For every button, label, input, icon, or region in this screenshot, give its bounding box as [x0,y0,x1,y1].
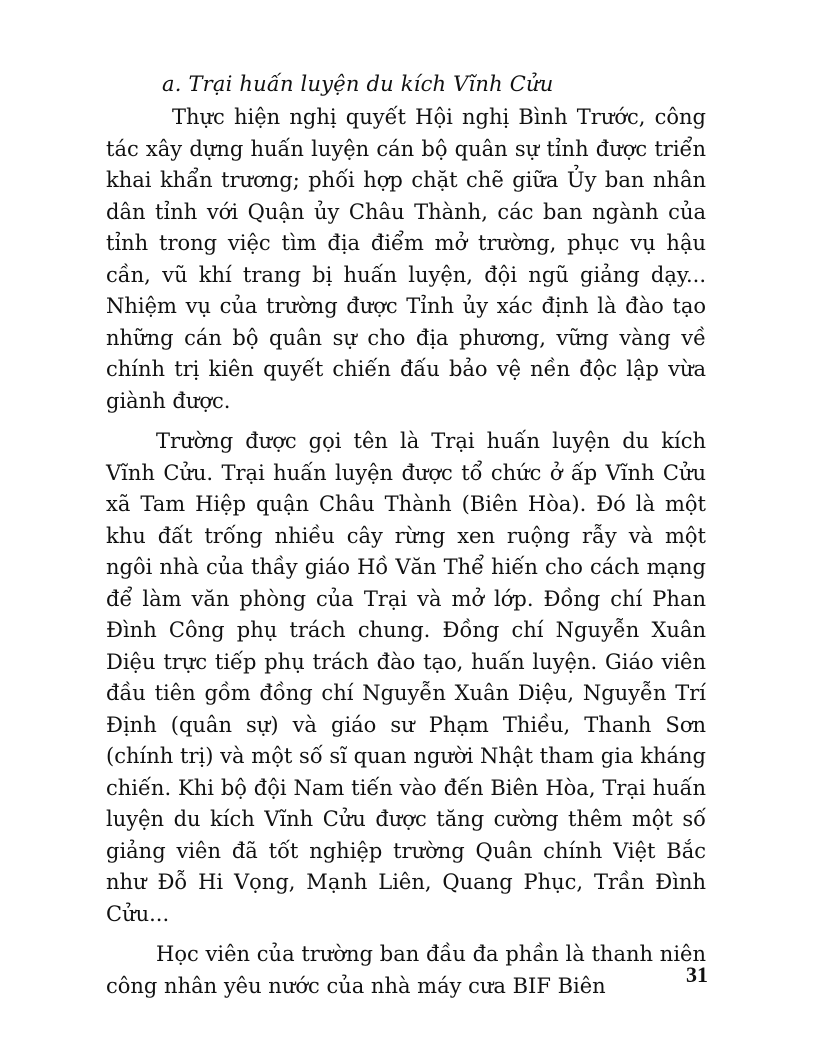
section-heading: a. Trại huấn luyện du kích Vĩnh Cửu [162,72,554,96]
paragraph [106,426,706,930]
paragraph [106,939,706,1002]
page-content [106,68,706,1011]
paragraph-text: Thực hiện nghị quyết Hội nghị Bình Trước, công tác xây dựng huấn luyện cán bộ quân sự tỉnh được triển khai khẩn trương; phối hợp chặt chẽ giữa Ủy ban nhân dân tỉnh với Quận ủy Châu Thành, các ban ngành của tỉnh trong việc tìm địa điểm mở trường, phục vụ hậu cần, vũ khí trang bị huấn luyện, đội ngũ giảng dạy... Nhiệm vụ của trường được Tỉnh ủy xác định là đào tạo những cán bộ quân sự cho địa phương, vững vàng về chính trị kiên quyết chiến đấu bảo vệ nền độc lập vừa giành được. [106,105,706,413]
page-number: 31 [686,962,708,987]
paragraph-text: Trường được gọi tên là Trại huấn luyện du kích Vĩnh Cửu. Trại huấn luyện được tổ chức ở ấp Vĩnh Cửu xã Tam Hiệp quận Châu Thành (Biên Hòa). Đó là một khu đất trống nhiều cây rừng xen ruộng rẫy và một ngôi nhà của thầy giáo Hồ Văn Thể hiến cho cách mạng để làm văn phòng của Trại và mở lớp. Đồng chí Phan Đình Công phụ trách chung. Đồng chí Nguyễn Xuân Diệu trực tiếp phụ trách đào tạo, huấn luyện. Giáo viên đầu tiên gồm đồng chí Nguyễn Xuân Diệu, Nguyễn Trí Định (quân sự) và giáo sư Phạm Thiều, Thanh Sơn (chính trị) và một số sĩ quan người Nhật tham gia kháng chiến. Khi bộ đội Nam tiến vào đến Biên Hòa, Trại huấn luyện du kích Vĩnh Cửu được tăng cường thêm một số giảng viên đã tốt nghiệp trường Quân chính Việt Bắc như Đỗ Hi Vọng, Mạnh Liên, Quang Phục, Trần Đình Cửu... [106,429,706,926]
paragraph-text: Học viên của trường ban đầu đa phần là thanh niên công nhân yêu nước của nhà máy cưa BIF Biên [106,942,706,998]
paragraph [106,102,706,417]
